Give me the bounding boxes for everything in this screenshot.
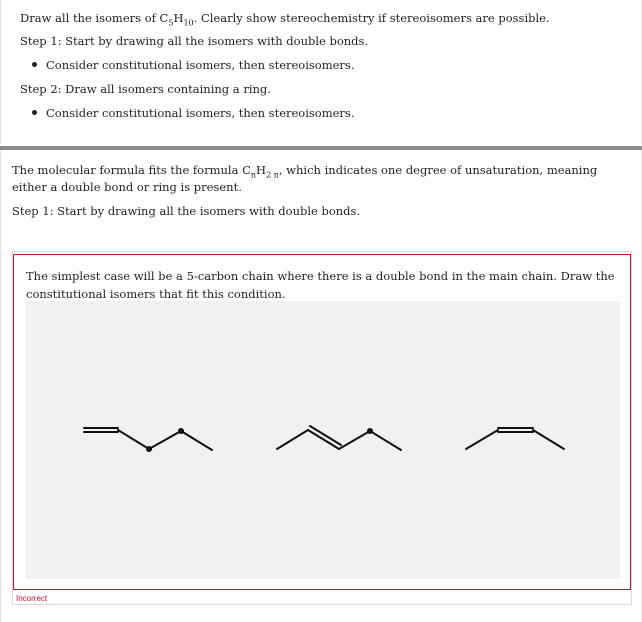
bond bbox=[277, 430, 308, 449]
atom-dot bbox=[146, 446, 152, 452]
question-prompt: Draw all the isomers of $C_5H_{10}$. Clearly show stereochemistry if stereoisomers are possible. bbox=[20, 11, 550, 28]
structure-butene[interactable] bbox=[466, 428, 564, 449]
drawing-canvas[interactable] bbox=[26, 301, 620, 579]
atom-dot bbox=[367, 428, 373, 434]
structure-2-pentene[interactable] bbox=[277, 426, 401, 450]
bond-double-b bbox=[310, 426, 341, 445]
question-panel bbox=[0, 0, 642, 144]
status-incorrect: Incorrect bbox=[16, 594, 48, 603]
bond bbox=[370, 431, 401, 450]
bond bbox=[118, 430, 149, 449]
structure-1-pentene[interactable] bbox=[84, 428, 212, 452]
question-step1: Step 1: Start by drawing all the isomers with double bonds. bbox=[20, 34, 369, 48]
bond bbox=[339, 431, 370, 449]
bond bbox=[466, 430, 498, 449]
step-card bbox=[13, 254, 631, 590]
bond bbox=[533, 430, 564, 449]
solution-step1-heading: Step 1: Start by drawing all the isomers with double bonds. bbox=[12, 204, 361, 218]
solution-intro: The molecular formula fits the formula $C_nH_{2 n}$, which indicates one degree of unsaturation, meaning either a double bond or ring is present. bbox=[12, 163, 598, 194]
bullet-icon bbox=[32, 110, 37, 115]
question-step2: Step 2: Draw all isomers containing a ring. bbox=[20, 82, 271, 96]
bond-double-a bbox=[308, 430, 339, 449]
bond bbox=[149, 431, 181, 449]
question-step1-hint: Consider constitutional isomers, then stereoisomers. bbox=[46, 58, 355, 72]
question-step2-hint: Consider constitutional isomers, then stereoisomers. bbox=[46, 106, 355, 120]
atom-dot bbox=[178, 428, 184, 434]
structures-drawing bbox=[26, 301, 620, 579]
step-instruction: The simplest case will be a 5-carbon chain where there is a double bond in the main chain. Draw the constitutional isomers that fit this condition. bbox=[26, 269, 615, 301]
bullet-icon bbox=[32, 62, 37, 67]
bond bbox=[181, 431, 212, 450]
